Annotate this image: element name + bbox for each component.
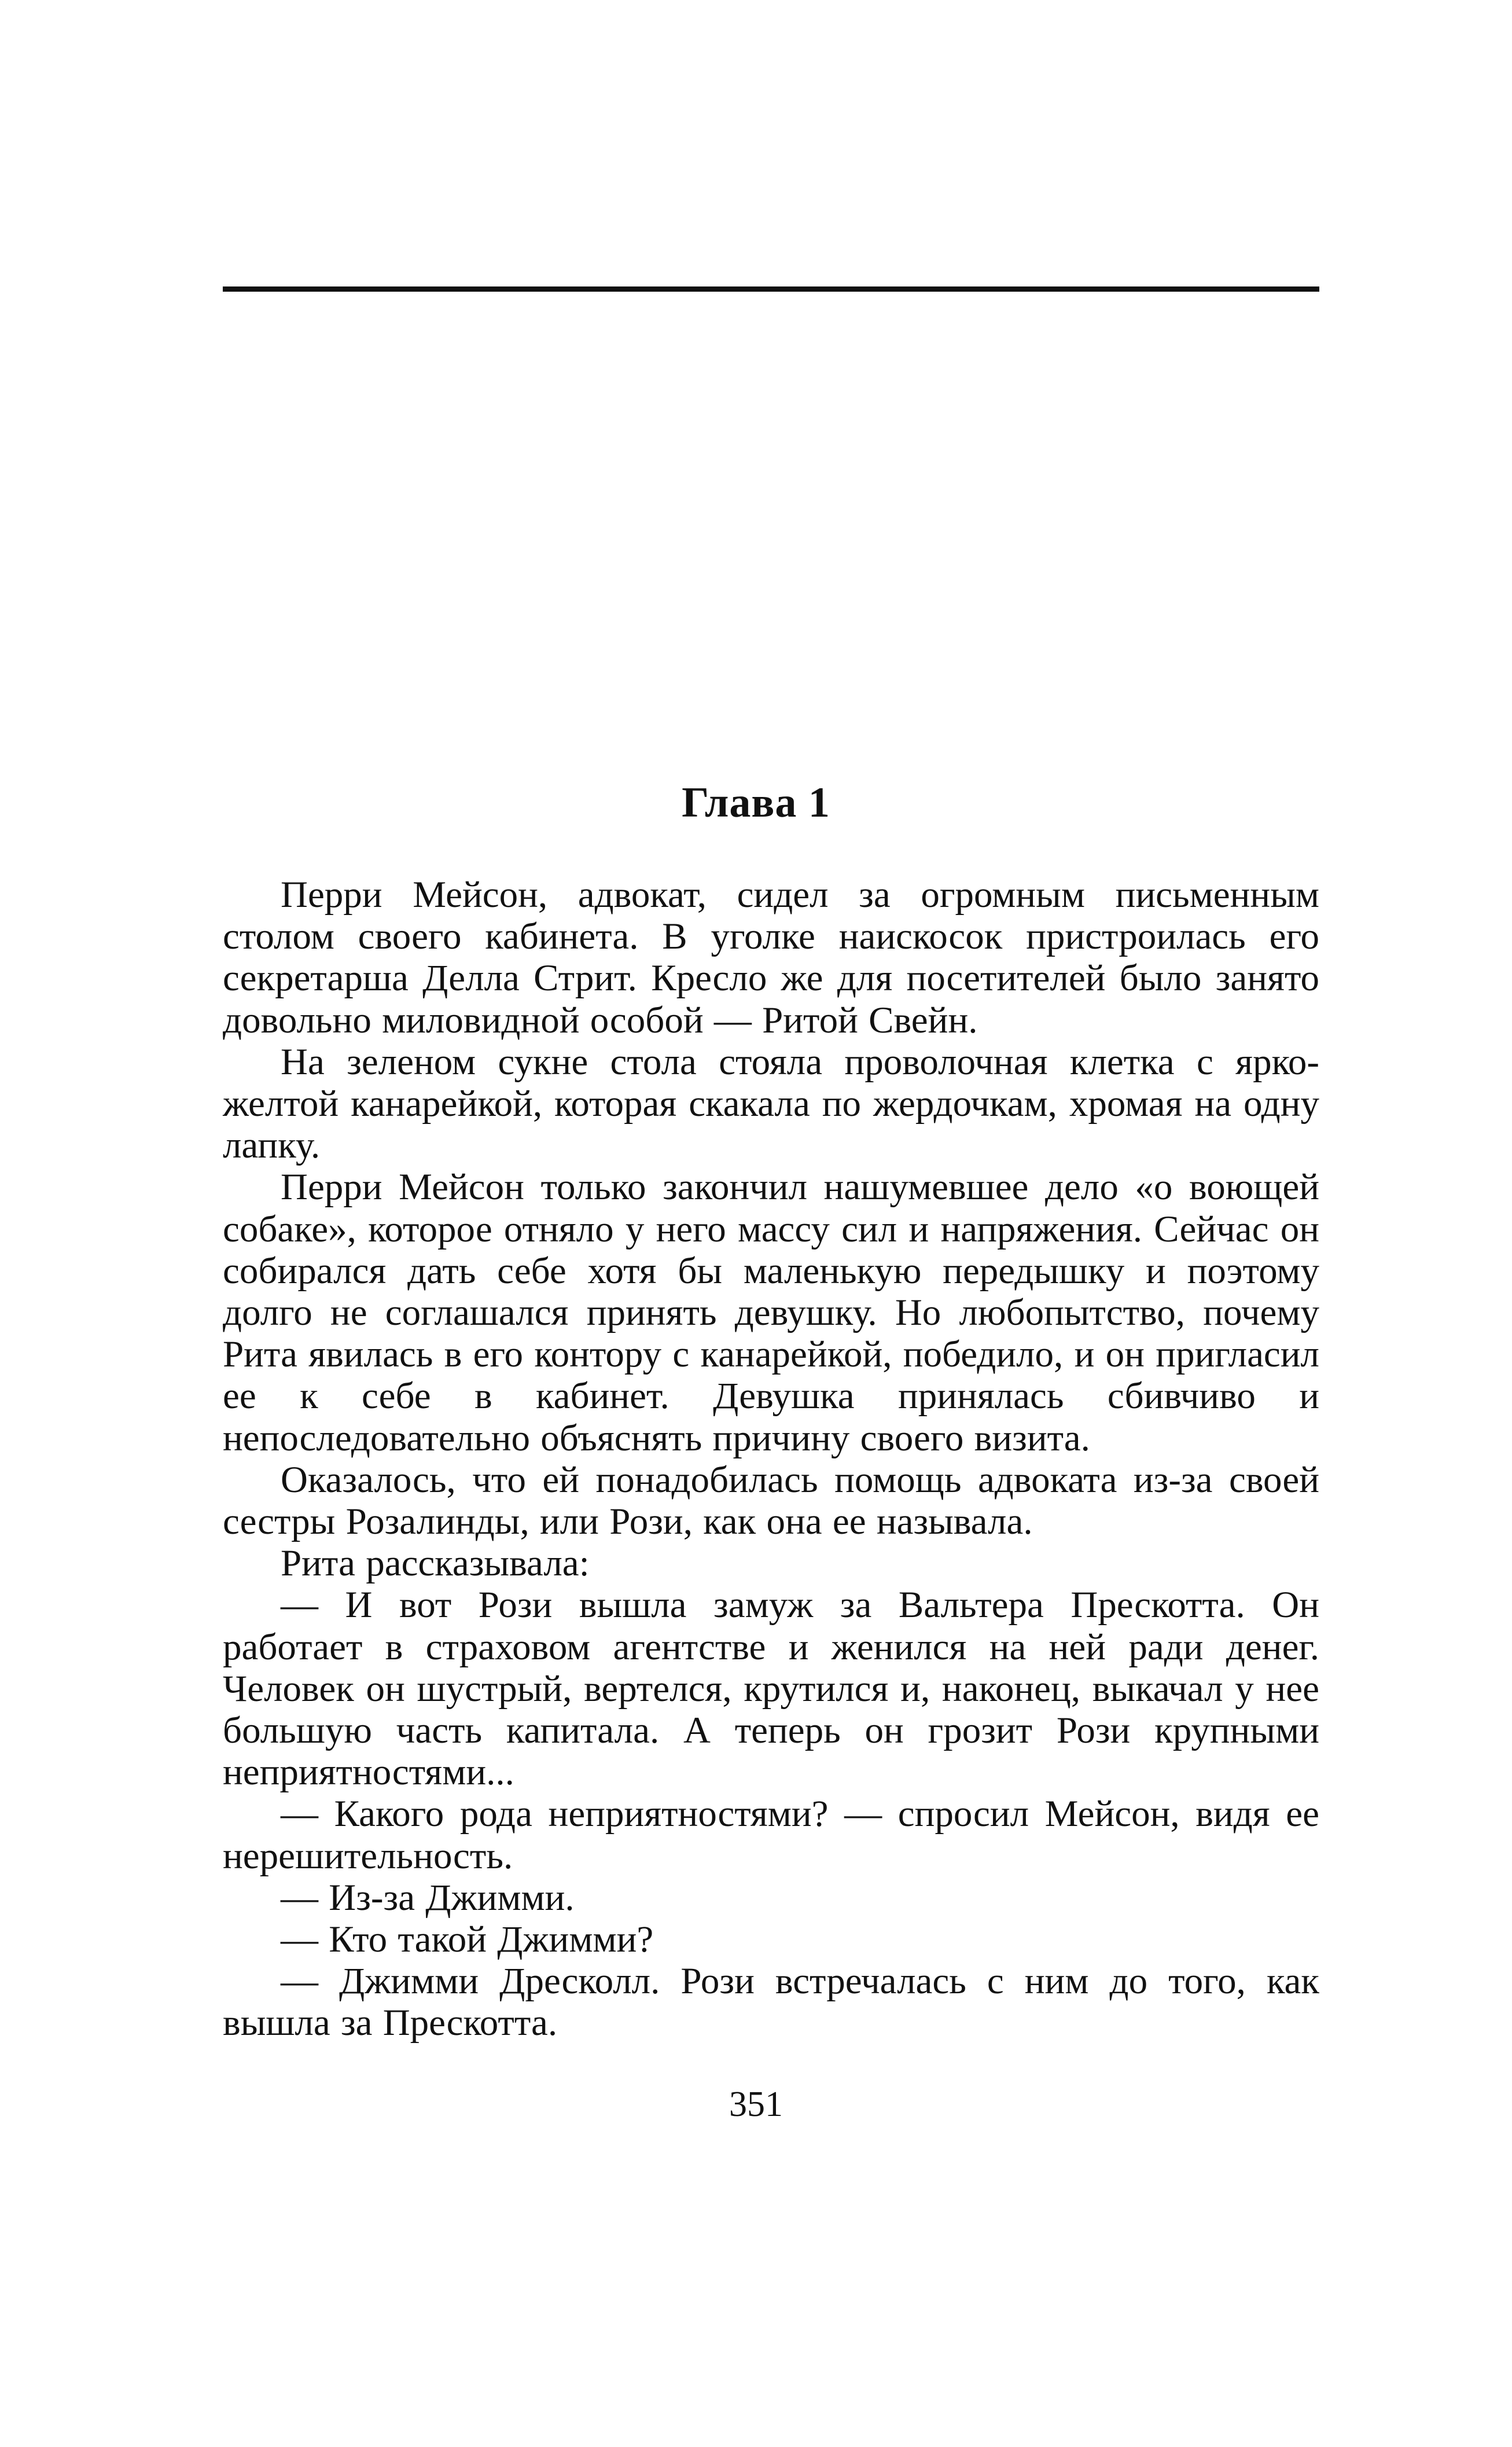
paragraph: Рита рассказывала:: [281, 1542, 590, 1585]
paragraph: — Джимми Дресколл. Рози встречалась с ним до того, как вышла за Прескотта.: [223, 1960, 1319, 2044]
header-rule: [223, 286, 1319, 292]
paragraph: Перри Мейсон, адвокат, сидел за огромным письменным столом своего кабинета. В уголке наискосок пристроилась его секретарша Делла Стрит. Кресло же для посетителей было занято довольно миловидной особой — Ритой Свейн.: [223, 874, 1319, 1041]
paragraph: — Из-за Джимми.: [281, 1876, 575, 1919]
body-text: [223, 874, 1319, 2044]
paragraph: — Какого рода неприятностями? — спросил Мейсон, видя ее нерешительность.: [223, 1793, 1319, 1877]
paragraph: — Кто такой Джимми?: [281, 1919, 654, 1961]
page-number: 351: [729, 2085, 783, 2124]
paragraph: Перри Мейсон только закончил нашумевшее дело «о воющей собаке», которое отняло у него массу сил и напряжения. Сейчас он собирался дать себе хотя бы маленькую передышку и поэтому долго не соглашался принять девушку. Но любопытство, почему Рита явилась в его контору с канарейкой, победило, и он пригласил ее к себе в кабинет. Девушка принялась сбивчиво и непоследовательно объяснять причину своего визита.: [223, 1166, 1319, 1459]
paragraph: На зеленом сукне стола стояла проволочная клетка с ярко-желтой канарейкой, которая скакала по жердочкам, хромая на одну лапку.: [223, 1041, 1319, 1167]
paragraph: Оказалось, что ей понадобилась помощь адвоката из-за своей сестры Розалинды, или Рози, как она ее называла.: [223, 1458, 1319, 1543]
paragraph: — И вот Рози вышла замуж за Вальтера Прескотта. Он работает в страховом агентстве и женился на ней ради денег. Человек он шустрый, вертелся, крутился и, наконец, выкачал у нее большую часть капитала. А теперь он грозит Рози крупными неприятностями...: [223, 1584, 1319, 1794]
chapter-title: Глава 1: [682, 779, 830, 826]
